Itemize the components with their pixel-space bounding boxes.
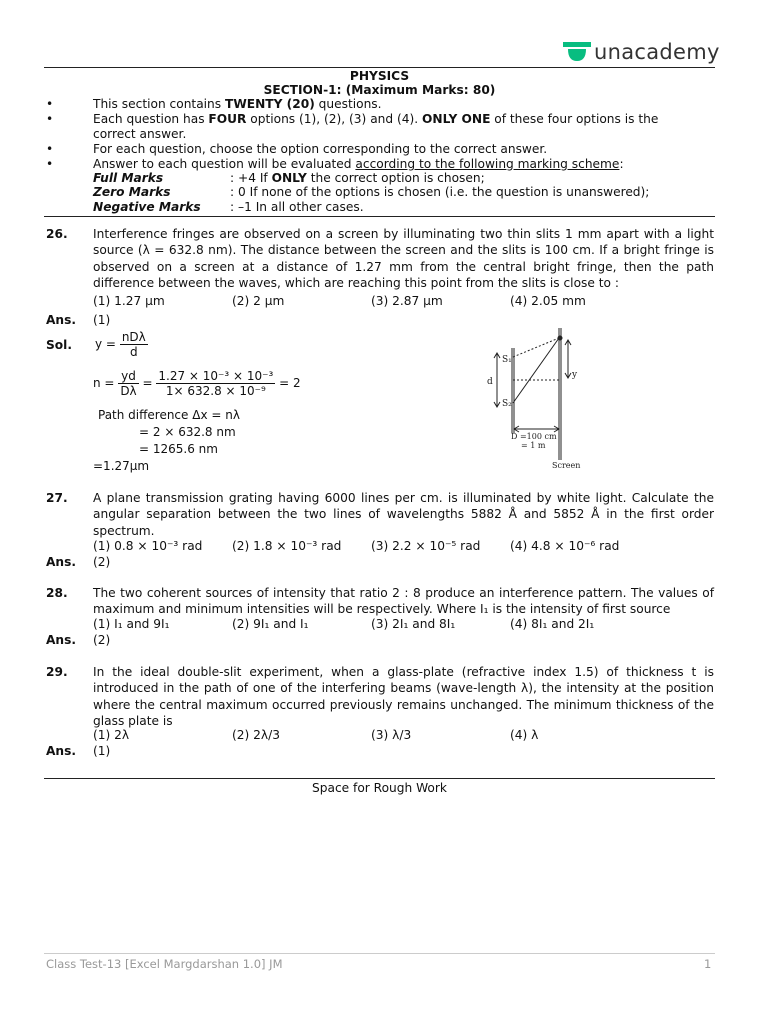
- rough-work-label: Space for Rough Work: [312, 781, 447, 795]
- brand-name: unacademy: [594, 40, 720, 64]
- negative-marks-label: Negative Marks: [93, 200, 201, 214]
- double-slit-diagram: [484, 320, 584, 472]
- solution-eq-y: y = $\frac{\text{nDλ}}{d}$: [95, 330, 146, 359]
- question-number: 29.: [46, 665, 68, 679]
- solution-line-4: =1.27μm: [93, 459, 150, 473]
- answer-label: Ans.: [46, 744, 76, 758]
- solution-eq-n: n = $\frac{yd}{D\lambda}$ = $\frac{\text{1.27 × 10⁻³ × 10⁻³}}{\text{1× 632.8 × 10⁻⁹}}$ = 2: [93, 369, 301, 398]
- option-1: (1) 2λ: [93, 728, 130, 742]
- option-2: (2) 9I₁ and I₁: [232, 617, 309, 631]
- question-number: 27.: [46, 491, 68, 505]
- option-4: (4) 8I₁ and 2I₁: [510, 617, 595, 631]
- answer-value: (1): [93, 313, 111, 327]
- slit-s2-label: S₂: [502, 399, 512, 409]
- option-3: (3) 2.2 × 10⁻⁵ rad: [371, 539, 481, 553]
- bullet: •: [46, 142, 54, 156]
- option-1: (1) 0.8 × 10⁻³ rad: [93, 539, 203, 553]
- option-2: (2) 2 μm: [232, 294, 285, 308]
- instruction-3: For each question, choose the option corresponding to the correct answer.: [93, 142, 548, 156]
- option-3: (3) 2I₁ and 8I₁: [371, 617, 456, 631]
- instruction-1: This section contains TWENTY (20) questions.: [93, 97, 382, 111]
- page-number: 1: [704, 957, 712, 971]
- option-4: (4) λ: [510, 728, 539, 742]
- question-text: Interference fringes are observed on a screen by illuminating two thin slits 1 mm apart with a light source (λ = 632.8 nm). The distance between the screen and the slits is 100 cm. If a bright fringe is observed on a screen at a distance of 1.27 mm from the central bright fringe, then the path difference between the waves, which are reaching this point from the slits is close to :: [93, 227, 714, 291]
- question-text: The two coherent sources of intensity that ratio 2 : 8 produce an interference pattern. The values of maximum and minimum intensities will be respectively. Where I₁ is the intensity of first source: [93, 586, 714, 617]
- solution-line-2: = 2 × 632.8 nm: [139, 425, 236, 439]
- footer-rule: [44, 953, 715, 954]
- header-rule: [44, 67, 715, 68]
- screen-distance-meters: = 1 m: [521, 441, 546, 450]
- option-1: (1) 1.27 μm: [93, 294, 165, 308]
- rough-work-rule: [44, 778, 715, 779]
- solution-label: Sol.: [46, 338, 72, 352]
- slit-s1-label: S₁: [502, 355, 512, 365]
- question-number: 26.: [46, 227, 68, 241]
- subject-title: PHYSICS: [349, 69, 410, 83]
- option-2: (2) 2λ/3: [232, 728, 280, 742]
- question-text: A plane transmission grating having 6000 lines per cm. is illuminated by white light. Calculate the angular separation between the two lines of wavelengths 5882 Å and 5852 Å in the first order spectrum.: [93, 491, 714, 538]
- option-2: (2) 1.8 × 10⁻³ rad: [232, 539, 342, 553]
- section-title: SECTION-1: (Maximum Marks: 80): [263, 83, 496, 97]
- zero-marks-label: Zero Marks: [93, 185, 171, 199]
- zero-marks-value: : 0 If none of the options is chosen (i.e. the question is unanswered);: [230, 185, 650, 199]
- option-1: (1) I₁ and 9I₁: [93, 617, 170, 631]
- footer-test-name: Class Test-13 [Excel Margdarshan 1.0] JM: [46, 957, 283, 971]
- instruction-2: Each question has FOUR options (1), (2), (3) and (4). ONLY ONE of these four options is the correct answer.: [93, 112, 659, 141]
- fringe-distance-label: y: [572, 370, 578, 380]
- option-3: (3) 2.87 μm: [371, 294, 443, 308]
- solution-line-1: Path difference Δx = nλ: [98, 408, 240, 422]
- unacademy-logo-icon: [562, 40, 592, 64]
- option-4: (4) 4.8 × 10⁻⁶ rad: [510, 539, 620, 553]
- screen-distance-label: D =100 cm: [511, 432, 557, 441]
- section-rule: [44, 216, 715, 217]
- option-3: (3) λ/3: [371, 728, 412, 742]
- bullet: •: [46, 97, 54, 111]
- question-number: 28.: [46, 586, 68, 600]
- answer-label: Ans.: [46, 313, 76, 327]
- instruction-4: Answer to each question will be evaluated according to the following marking scheme:: [93, 157, 624, 171]
- bullet: •: [46, 112, 54, 126]
- option-4: (4) 2.05 mm: [510, 294, 586, 308]
- negative-marks-value: : –1 In all other cases.: [230, 200, 364, 214]
- answer-value: (2): [93, 555, 111, 569]
- slit-distance-label: d: [487, 377, 493, 387]
- answer-label: Ans.: [46, 555, 76, 569]
- answer-value: (2): [93, 633, 111, 647]
- bullet: •: [46, 157, 54, 171]
- full-marks-label: Full Marks: [93, 171, 164, 185]
- answer-label: Ans.: [46, 633, 76, 647]
- unacademy-logo: [562, 40, 720, 64]
- question-text: In the ideal double-slit experiment, when a glass-plate (refractive index 1.5) of thickness t is introduced in the path of one of the interfering beams (wave-length λ), the intensity at the position where the central maximum occurred previously remains unchanged. The minimum thickness of the glass plate is: [93, 665, 714, 729]
- answer-value: (1): [93, 744, 111, 758]
- screen-label: Screen: [552, 461, 581, 470]
- solution-line-3: = 1265.6 nm: [139, 442, 218, 456]
- full-marks-value: : +4 If ONLY the correct option is chosen;: [230, 171, 485, 185]
